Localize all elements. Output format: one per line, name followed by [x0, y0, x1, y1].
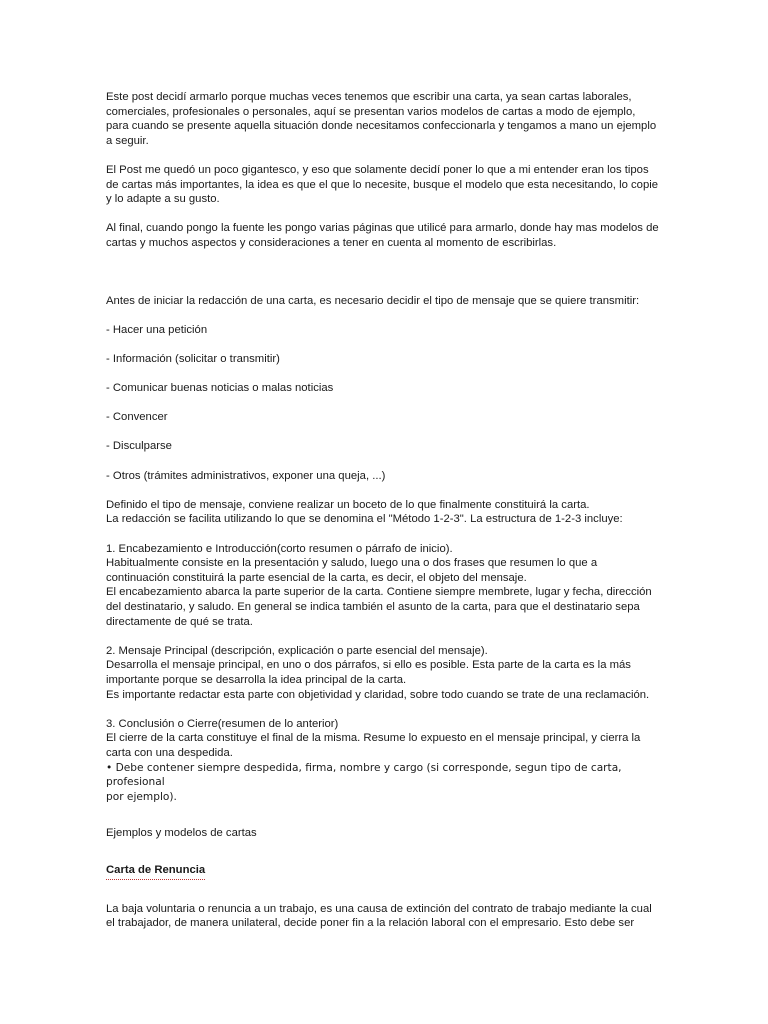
- intro-paragraph-2: El Post me quedó un poco gigantesco, y eso que solamente decidí poner lo que a mi entender eran los tipos de cartas más importantes, la idea es que el que lo necesite, busque el modelo que esta necesitando, lo copie y lo adapte a su gusto.: [106, 163, 659, 206]
- intro-paragraph-3: Al final, cuando pongo la fuente les pongo varias páginas que utilicé para armarlo, donde hay mas modelos de cartas y muchos aspectos y consideraciones a tener en cuenta al momento de escribirlas.: [106, 222, 659, 249]
- method-step-3-bullet: • Debe contener siempre despedida, firma, nombre y cargo (si corresponde, segun tipo de carta, profesional por ejemplo).: [106, 761, 622, 803]
- types-lead: Antes de iniciar la redacción de una carta, es necesario decidir el tipo de mensaje que se quiere transmitir:: [106, 294, 640, 307]
- type-item-informacion: - Información (solicitar o transmitir): [106, 352, 280, 365]
- method-step-1: 1. Encabezamiento e Introducción(corto resumen o párrafo de inicio). Habitualmente consiste en la presentación y saludo, luego una o dos frases que resumen lo que a continuación constituirá la parte esencial de la carta, es decir, el objeto del mensaje. El encabezamiento abarca la parte superior de la carta. Contiene siempre membrete, lugar y fecha, dirección del destinatario, y saludo. En general se indica también el asunto de la carta, para que el destinatario sepa directamente de qué se trata.: [106, 542, 652, 628]
- examples-title: Ejemplos y modelos de cartas: [106, 827, 257, 840]
- method-lead: Definido el tipo de mensaje, conviene realizar un boceto de lo que finalmente constituirá la carta. La redacción se facilita utilizando lo que se denomina el "Método 1-2-3". La estructura de 1-2-3 incluye:: [106, 498, 623, 526]
- intro-paragraph-1: Este post decidí armarlo porque muchas veces tenemos que escribir una carta, ya sean cartas laborales, comerciales, profesionales o personales, aquí se presentan varios modelos de cartas a modo de ejemplo, para cuando se presente aquella situación donde necesitamos confeccionarla y tengamos a mano un ejemplo a seguir.: [106, 91, 657, 147]
- type-item-convencer: - Convencer: [106, 411, 168, 424]
- type-item-noticias: - Comunicar buenas noticias o malas noticias: [106, 382, 334, 395]
- section-heading-carta-de-renuncia: Carta de Renuncia: [106, 863, 205, 880]
- renuncia-body: La baja voluntaria o renuncia a un trabajo, es una causa de extinción del contrato de trabajo mediante la cual el trabajador, de manera unilateral, decide poner fin a la relación laboral con el empresario. Esto debe ser: [106, 902, 652, 930]
- method-step-3: 3. Conclusión o Cierre(resumen de lo anterior) El cierre de la carta constituye el final de la misma. Resume lo expuesto en el mensaje principal, y cierra la carta con una despedida.: [106, 717, 641, 759]
- method-step-2: 2. Mensaje Principal (descripción, explicación o parte esencial del mensaje). Desarrolla el mensaje principal, en uno o dos párrafos, si ello es posible. Esta parte de la carta es la más importante porque se desarrolla la idea principal de la carta. Es importante redactar esta parte con objetividad y claridad, sobre todo cuando se trate de una reclamación.: [106, 644, 650, 701]
- type-item-disculparse: - Disculparse: [106, 440, 172, 453]
- document-page: [106, 90, 666, 931]
- type-item-peticion: - Hacer una petición: [106, 323, 208, 336]
- type-item-otros: - Otros (trámites administrativos, exponer una queja, ...): [106, 469, 386, 482]
